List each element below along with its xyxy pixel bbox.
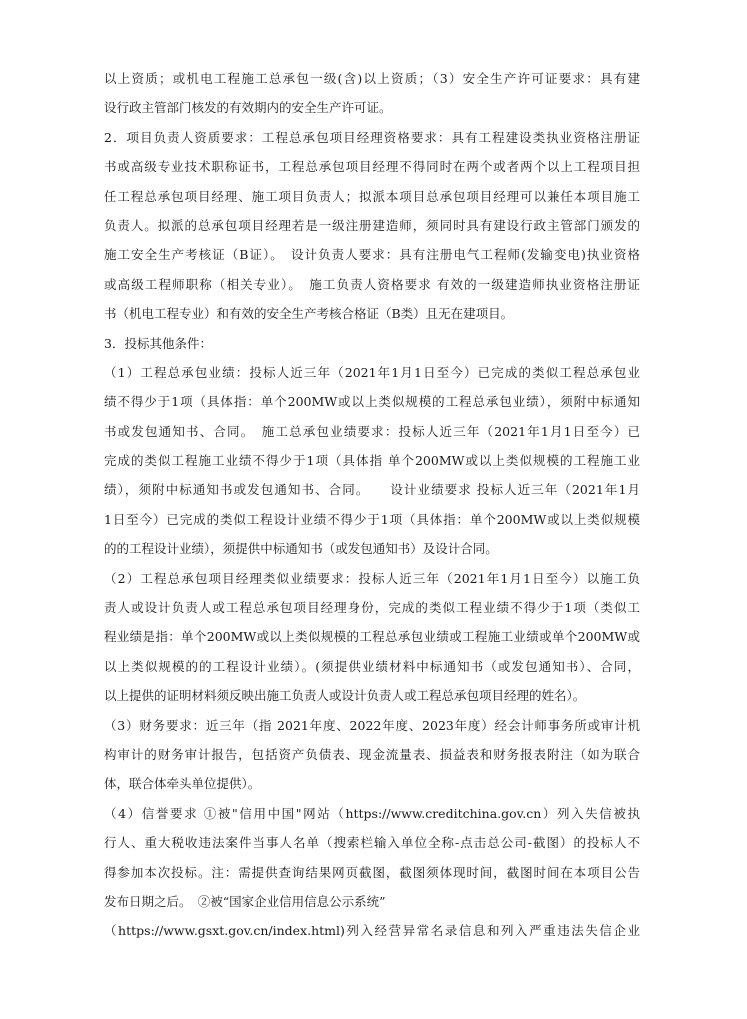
text-line: 书或高级专业技术职称证书，工程总承包项目经理不得同时在两个或者两个以上工程项目担 [104, 159, 640, 175]
text-line: 得参加本次投标。注：需提供查询结果网页截图，截图须体现时间，截图时间在本项目公告 [104, 864, 640, 880]
text-line: （https://www.gsxt.gov.cn/index.html)列入经营异常名录信息和列入严重违法失信企业 [104, 923, 640, 939]
text-line: 以上提供的证明材料须反映出施工负责人或设计负责人或工程总承包项目经理的姓名）。 [104, 688, 586, 704]
text-line: 负责人。拟派的总承包项目经理若是一级注册建造师，须同时具有建设行政主管部门颁发的 [104, 217, 640, 233]
text-line: 发布日期之后。 ②被“国家企业信用信息公示系统” [104, 893, 386, 909]
text-line: （2）工程总承包项目经理类似业绩要求：投标人近三年（2021年1月1日至今）以施工负 [104, 570, 640, 586]
text-line: 行人、重大税收违法案件当事人名单（搜索栏输入单位全称-点击总公司-截图）的投标人不 [104, 835, 640, 851]
text-line: 完成的类似工程施工业绩不得少于1项（具体指 单个200MW或以上类似规模的工程施工业 [104, 453, 640, 469]
text-line: 3．投标其他条件： [104, 335, 212, 351]
text-line: （4）信誉要求 ①被"信用中国"网站（https://www.creditchina.gov.cn）列入失信被执 [104, 805, 640, 821]
text-line: 书或发包通知书、合同。 施工总承包业绩要求：投标人近三年（2021年1月1日至今）已 [104, 423, 640, 439]
text-line: （3）财务要求：近三年（指 2021年度、2022年度、2023年度）经会计师事务所或审计机 [104, 717, 640, 733]
text-line: 设行政主管部门核发的有效期内的安全生产许可证。 [104, 100, 392, 116]
text-line: 绩不得少于1项（具体指：单个200MW或以上类似规模的工程总承包业绩），须附中标通知 [104, 394, 640, 410]
text-line: 体，联合体牵头单位提供）。 [104, 776, 261, 792]
text-line: 1日至今）已完成的类似工程设计业绩不得少于1项（具体指：单个200MW或以上类似规模 [104, 511, 640, 527]
text-line: 绩），须附中标通知书或发包通知书、合同。 设计业绩要求 投标人近三年（2021年1月 [104, 482, 640, 498]
text-line: 以上类似规模的的工程设计业绩）。(须提供业绩材料中标通知书（或发包通知书）、合同， [104, 658, 640, 674]
text-line: 责人或设计负责人或工程总承包项目经理身份，完成的类似工程业绩不得少于1项（类似工 [104, 600, 640, 616]
text-line: 的的工程设计业绩），须提供中标通知书（或发包通知书）及设计合同。 [104, 541, 498, 557]
text-line: 以上资质；或机电工程施工总承包一级(含)以上资质；（3）安全生产许可证要求：具有建 [104, 71, 640, 86]
body-text [104, 64, 640, 946]
text-line: 任工程总承包项目经理、施工项目负责人；拟派本项目总承包项目经理可以兼任本项目施工 [104, 188, 640, 204]
text-line: 2．项目负责人资质要求：工程总承包项目经理资格要求：具有工程建设类执业资格注册证 [104, 129, 640, 145]
text-line: 程业绩是指：单个200MW或以上类似规模的工程总承包业绩或工程施工业绩或单个200MW或 [104, 629, 640, 645]
text-line: 或高级工程师职称（相关专业）。 施工负责人资格要求 有效的一级建造师执业资格注册证 [104, 276, 640, 292]
text-line: （1）工程总承包业绩：投标人近三年（2021年1月1日至今）已完成的类似工程总承包业 [104, 364, 640, 380]
text-line: 构审计的财务审计报告，包括资产负债表、现金流量表、损益表和财务报表附注（如为联合 [104, 746, 640, 762]
text-line: 施工安全生产考核证（B证）。 设计负责人要求：具有注册电气工程师(发输变电)执业资格 [104, 247, 640, 263]
text-line: 书（机电工程专业）和有效的安全生产考核合格证（B类）且无在建项目。 [104, 306, 514, 322]
